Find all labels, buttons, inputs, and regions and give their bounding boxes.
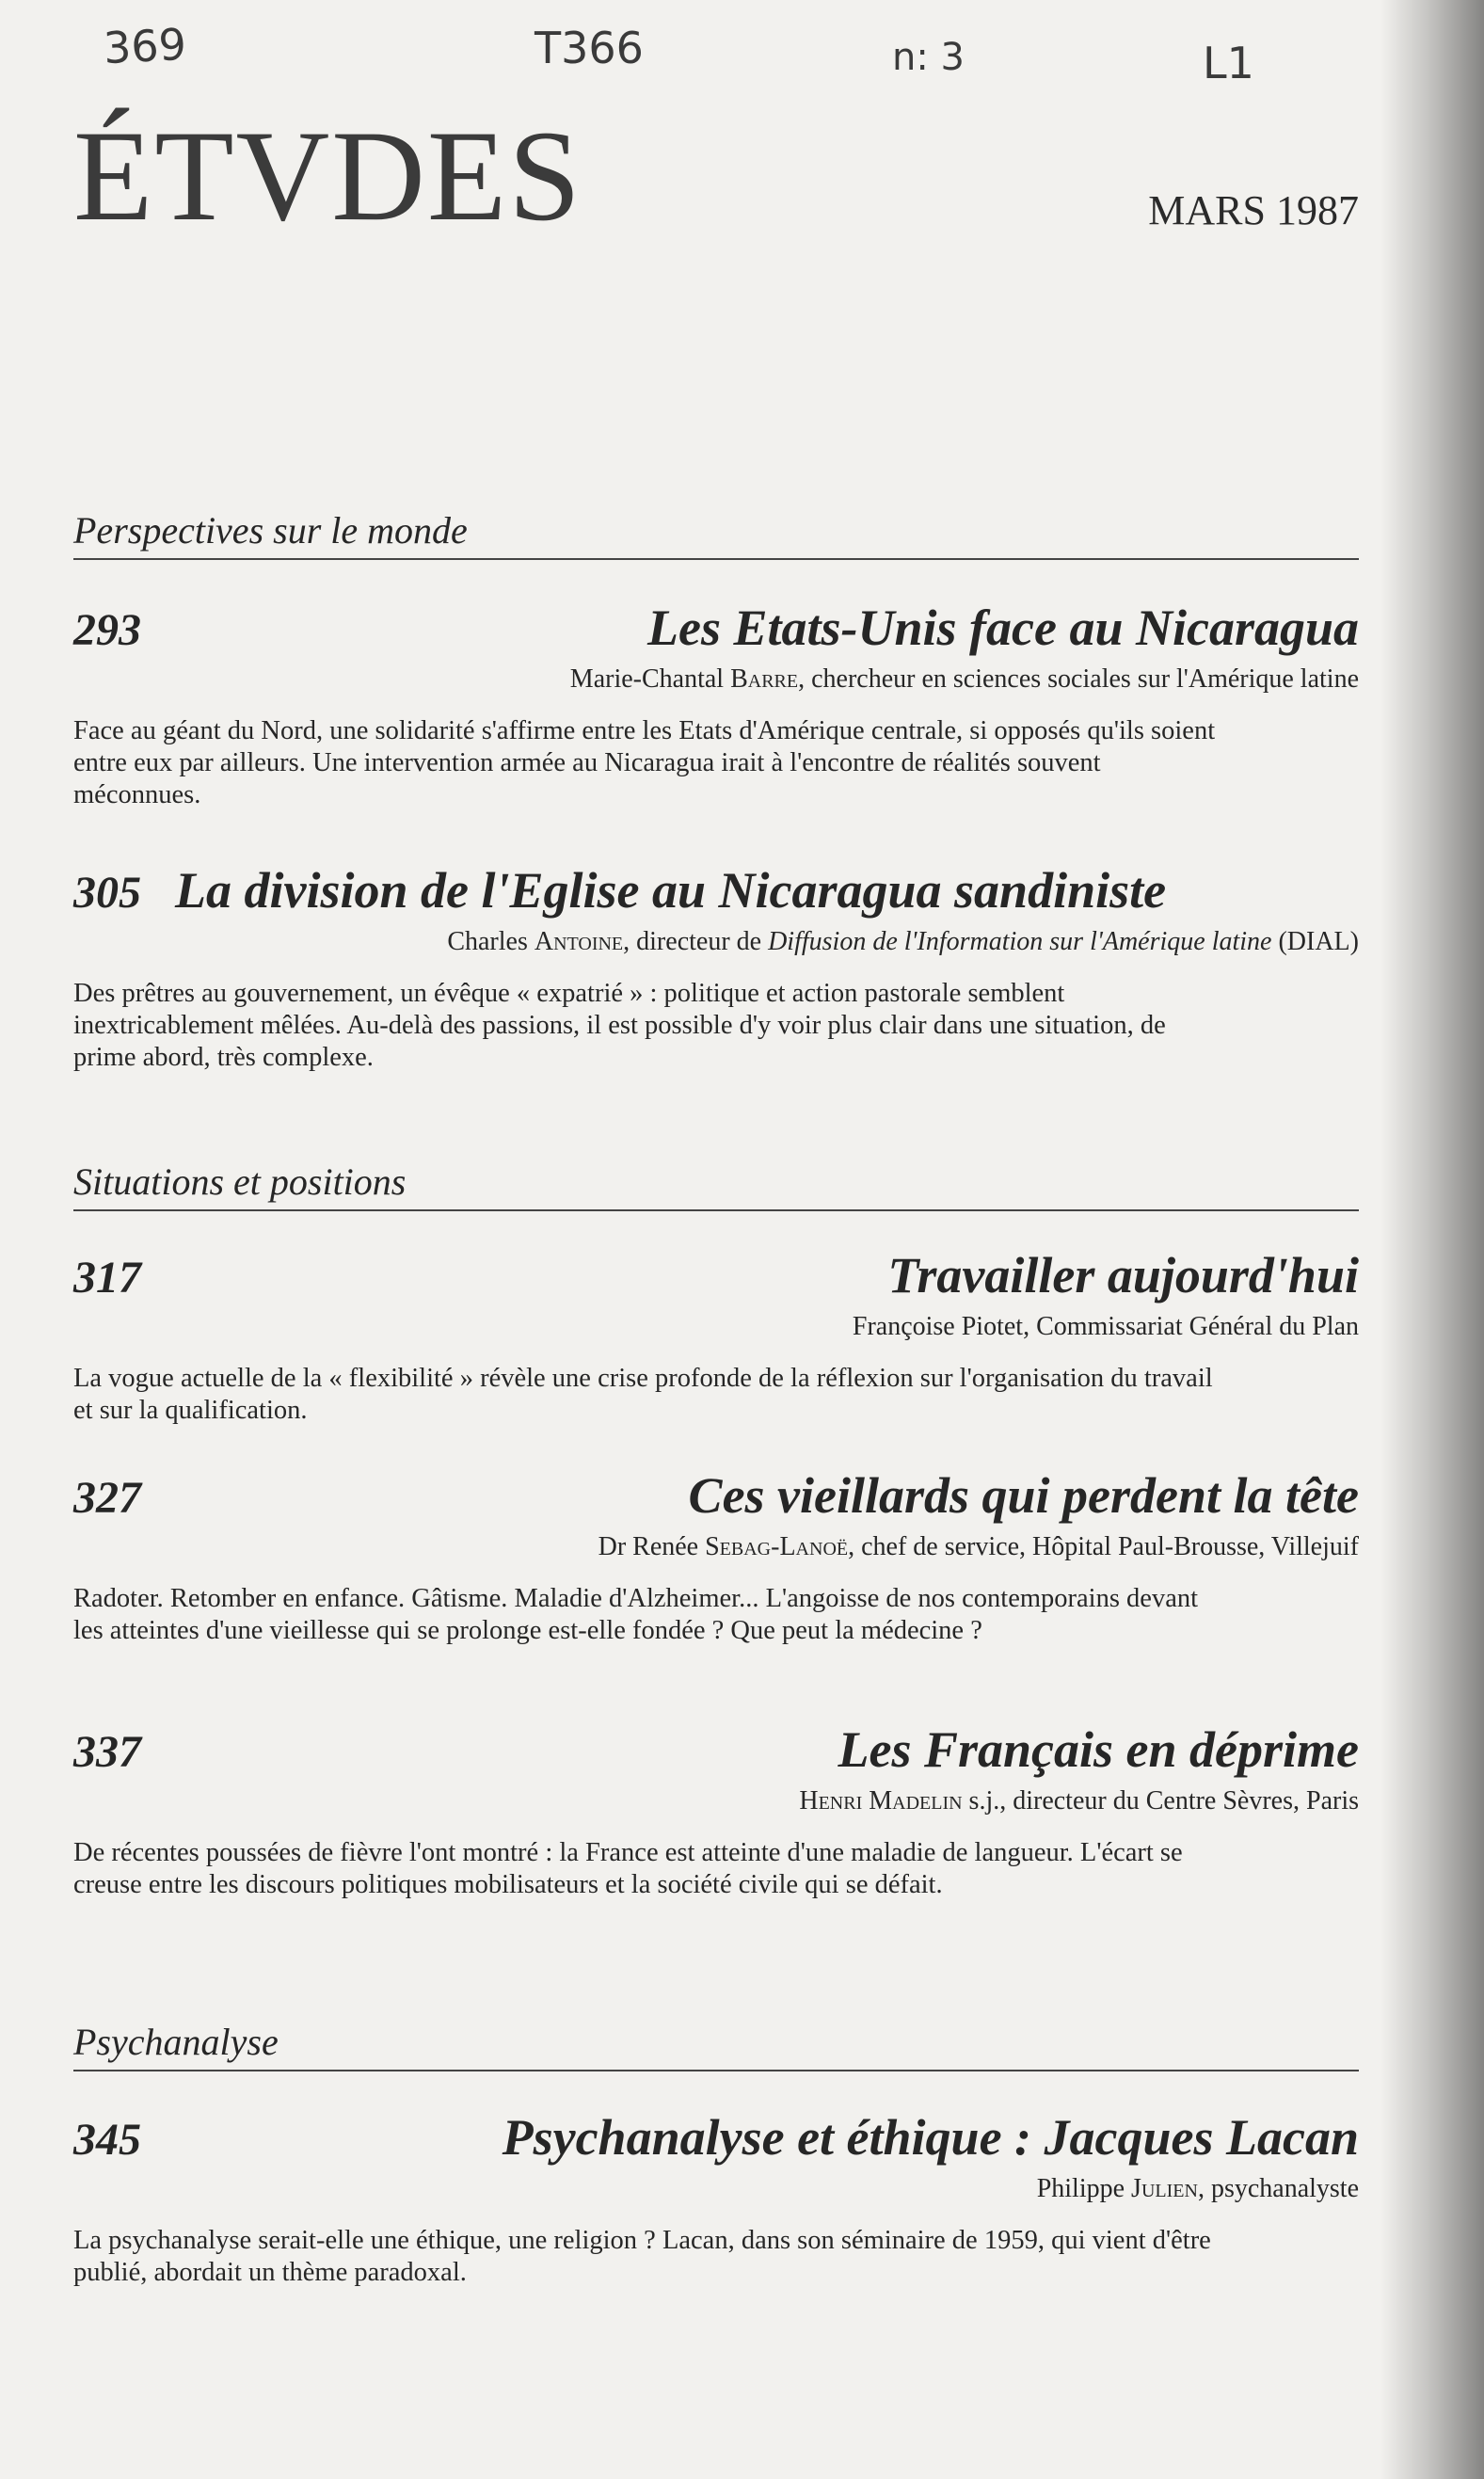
article-title: Travailler aujourd'hui xyxy=(887,1247,1359,1303)
page-number: 345 xyxy=(73,2115,141,2165)
section-heading: Situations et positions xyxy=(73,1160,1359,1211)
journal-title: ÉTVDES xyxy=(73,104,582,248)
toc-entry xyxy=(73,2108,1359,2289)
toc-entry xyxy=(73,861,1359,1074)
article-title: Les Etats-Unis face au Nicaragua xyxy=(647,600,1359,656)
byline: Philippe Julien, psychanalyste xyxy=(1036,2174,1359,2203)
toc-entry xyxy=(73,1466,1359,1647)
article-title: Psychanalyse et éthique : Jacques Lacan xyxy=(502,2109,1359,2166)
byline: Dr Renée Sebag-Lanoë, chef de service, Hôpital Paul-Brousse, Villejuif xyxy=(598,1532,1359,1561)
article-title: Les Français en déprime xyxy=(838,1721,1359,1778)
article-summary: La vogue actuelle de la « flexibilité » révèle une crise profonde de la réflexion sur l'organisation du travail et sur la qualification. xyxy=(73,1364,1213,1425)
handwritten-note: n: 3 xyxy=(892,36,965,79)
article-title: La division de l'Eglise au Nicaragua sandiniste xyxy=(175,862,1167,919)
handwritten-note: 369 xyxy=(102,18,188,74)
page-number: 293 xyxy=(73,605,141,655)
byline: Marie-Chantal Barre, chercheur en sciences sociales sur l'Amérique latine xyxy=(569,664,1359,694)
page-edge-shadow xyxy=(1380,0,1484,2479)
toc-entry xyxy=(73,599,1359,811)
page-number: 337 xyxy=(73,1727,141,1777)
article-summary: Des prêtres au gouvernement, un évêque « expatrié » : politique et action pastorale semblent inextricablement mêlées. Au-delà des passions, il est possible d'y voir plus clair dans une situation, de prime abord, très complexe. xyxy=(73,979,1166,1072)
section-heading: Perspectives sur le monde xyxy=(73,508,1359,560)
article-summary: Face au géant du Nord, une solidarité s'affirme entre les Etats d'Amérique centrale, si opposés qu'ils soient entre eux par ailleurs. Une intervention armée au Nicaragua irait à l'encontre de réalités souvent méconnues. xyxy=(73,716,1216,809)
article-title: Ces vieillards qui perdent la tête xyxy=(688,1467,1359,1524)
toc-entry xyxy=(73,1246,1359,1427)
page-number: 317 xyxy=(73,1253,141,1303)
article-summary: Radoter. Retomber en enfance. Gâtisme. Maladie d'Alzheimer... L'angoisse de nos contemporains devant les atteintes d'une vieillesse qui se prolonge est-elle fondée ? Que peut la médecine ? xyxy=(73,1584,1199,1645)
byline: Henri Madelin s.j., directeur du Centre Sèvres, Paris xyxy=(799,1786,1359,1815)
page-number: 327 xyxy=(73,1473,141,1523)
issue-date: MARS 1987 xyxy=(1148,187,1359,233)
handwritten-note: T366 xyxy=(535,23,644,73)
byline: Charles Antoine, directeur de Diffusion de l'Information sur l'Amérique latine (DIAL) xyxy=(447,927,1359,956)
handwritten-note: L1 xyxy=(1203,38,1254,88)
page-number: 305 xyxy=(73,868,141,918)
section-heading: Psychanalyse xyxy=(73,2020,1359,2071)
article-summary: De récentes poussées de fièvre l'ont montré : la France est atteinte d'une maladie de langueur. L'écart se creuse entre les discours politiques mobilisateurs et la société civile qui se défait. xyxy=(73,1838,1183,1899)
toc-entry xyxy=(73,1720,1359,1901)
byline: Françoise Piotet, Commissariat Général du Plan xyxy=(852,1312,1359,1341)
article-summary: La psychanalyse serait-elle une éthique, une religion ? Lacan, dans son séminaire de 1959, qui vient d'être publié, abordait un thème paradoxal. xyxy=(73,2226,1211,2287)
